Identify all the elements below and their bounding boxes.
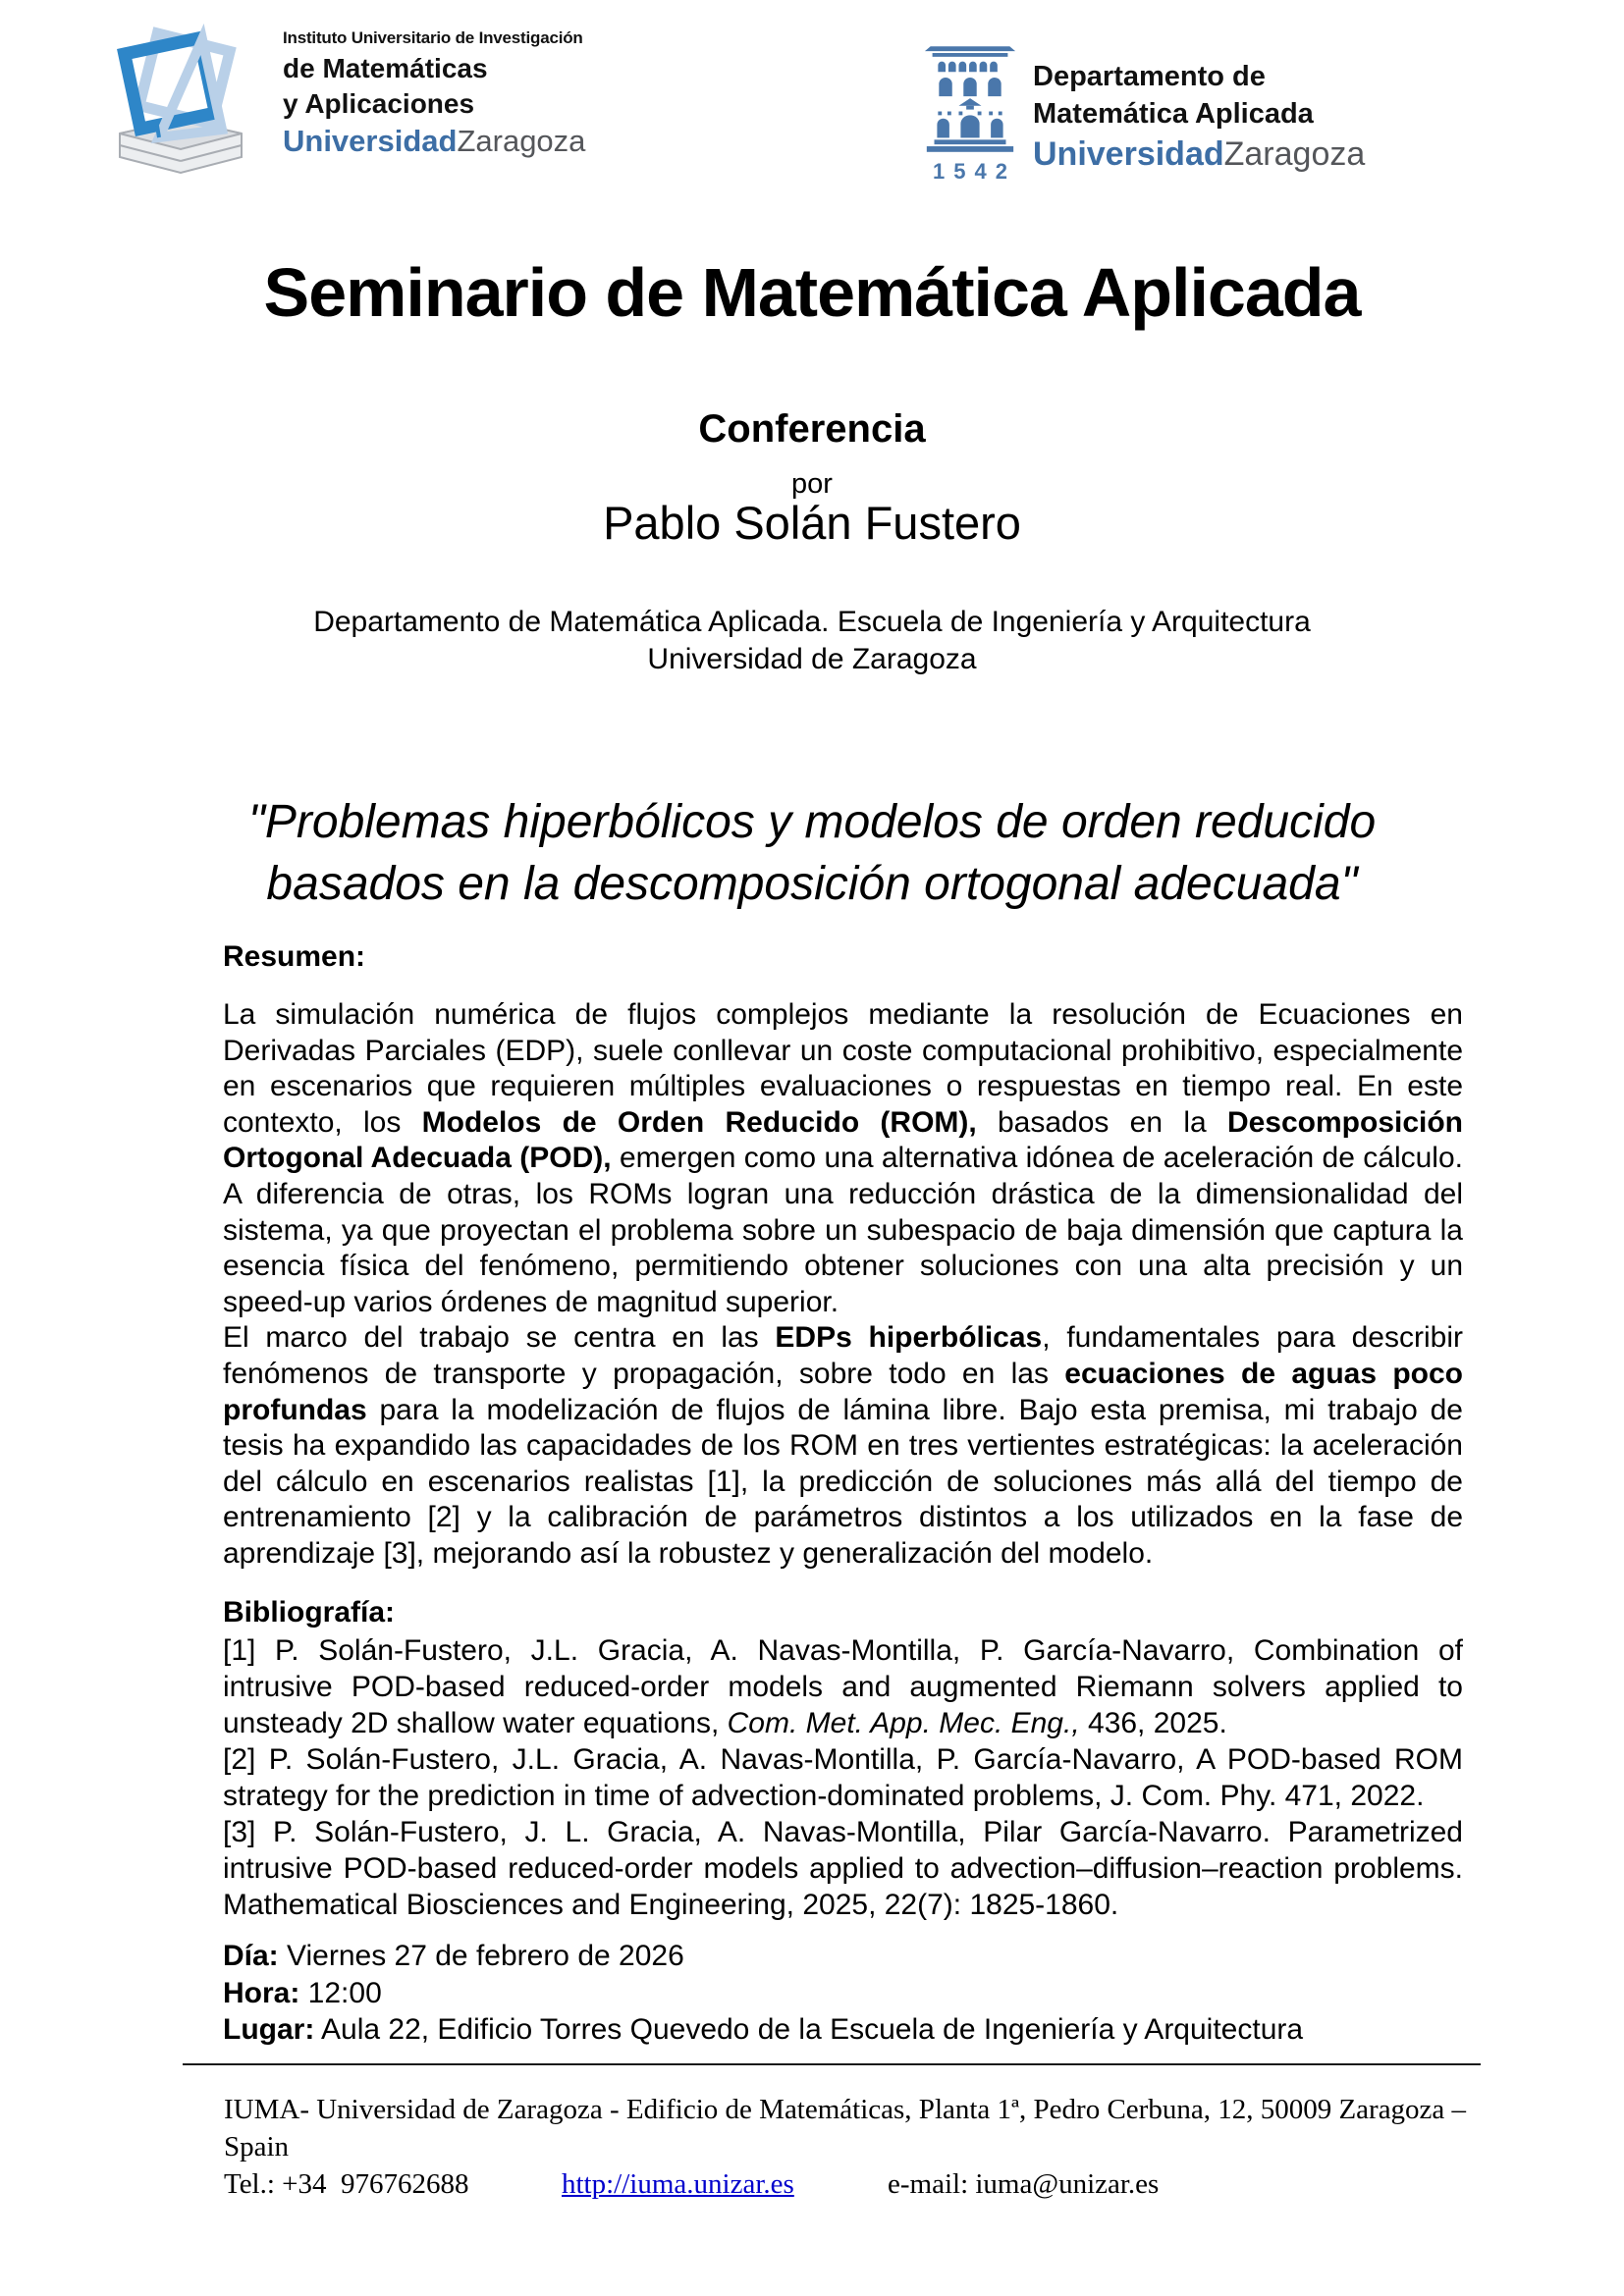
iuma-line1: Instituto Universitario de Investigación — [283, 28, 583, 47]
page-title: Seminario de Matemática Aplicada — [263, 254, 1361, 331]
unizar-wordmark-universidad: Universidad — [283, 124, 458, 158]
time-value: 12:00 — [299, 1976, 382, 2009]
time-label: Hora: — [223, 1976, 300, 2009]
talk-title — [118, 791, 1506, 915]
conference-by: por — [791, 468, 833, 500]
abstract-paragraph-2: El marco del trabajo se centra en las EDPs hiperbólicas, fundamentales para describir fenómenos de transporte y propagación, sobre todo en las ecuaciones de aguas poco profundas para la modelización de flujos de lámina libre. Bajo esta premisa, mi trabajo de tesis ha expandido las capacidades de los ROM en tres vertientes estratégicas: la aceleración del cálculo en escenarios realistas [1], la predicción de soluciones más allá del tiempo de entrenamiento [2] y la calibración de parámetros distintos a los utilizados en la fase de aprendizaje [3], mejorando así la robustez y generalización del modelo. — [223, 1321, 1464, 1570]
event-details — [223, 1938, 1463, 2049]
place-label: Lugar: — [223, 2013, 315, 2046]
footer — [224, 2091, 1481, 2203]
bibliography-ref-1: [1] P. Solán-Fustero, J.L. Gracia, A. Navas-Montilla, P. García-Navarro, Combination of intrusive POD-based reduced-order models and augmented Riemann solvers applied to unsteady 2D shallow water equations, Com. Met. App. Mec. Eng., 436, 2025. — [223, 1634, 1463, 1739]
department-logo-text — [1033, 63, 1365, 171]
speaker-name: Pablo Solán Fustero — [603, 497, 1021, 549]
footer-divider — [183, 2063, 1481, 2065]
unizar-wordmark-left — [283, 126, 585, 156]
iuma-logo-text — [283, 29, 585, 156]
footer-website-link[interactable]: http://iuma.unizar.es — [562, 2168, 794, 2200]
unizar-wordmark-universidad: Universidad — [1033, 135, 1224, 173]
iuma-line3: y Aplicaciones — [283, 88, 475, 119]
bibliography-body — [223, 1632, 1463, 1923]
day-value: Viernes 27 de febrero de 2026 — [278, 1940, 684, 1972]
place-value: Aula 22, Edificio Torres Quevedo de la Escuela de Ingeniería y Arquitectura — [314, 2013, 1304, 2046]
day-label: Día: — [223, 1940, 279, 1972]
abstract-heading: Resumen: — [223, 940, 366, 973]
footer-email: e-mail: iuma@unizar.es — [888, 2168, 1160, 2200]
bibliography-ref-2: [2] P. Solán-Fustero, J.L. Gracia, A. Navas-Montilla, P. García-Navarro, A POD-based ROM strategy for the prediction in time of advection-dominated problems, J. Com. Phy. 471, 2022. — [223, 1743, 1463, 1812]
unizar-wordmark-zaragoza: Zaragoza — [1223, 135, 1366, 173]
speaker-affiliation-line1: Departamento de Matemática Aplicada. Escuela de Ingeniería y Arquitectura — [313, 606, 1311, 638]
bibliography-heading: Bibliografía: — [223, 1596, 396, 1629]
unizar-wordmark-zaragoza: Zaragoza — [457, 124, 586, 158]
footer-address: IUMA- Universidad de Zaragoza - Edificio de Matemáticas, Planta 1ª, Pedro Cerbuna, 12, 50009 Zaragoza – Spain — [224, 2094, 1467, 2163]
talk-title-line2: basados en la descomposición ortogonal adecuada" — [266, 858, 1358, 910]
footer-phone: Tel.: +34 976762688 — [224, 2168, 469, 2200]
unizar-wordmark-right — [1033, 137, 1365, 171]
talk-title-line1: "Problemas hiperbólicos y modelos de orden reducido — [247, 796, 1377, 848]
iuma-sculpture-logo-icon — [96, 24, 265, 188]
abstract-body — [223, 997, 1463, 1573]
department-line1: Departamento de — [1033, 61, 1266, 92]
bibliography-ref-3: [3] P. Solán-Fustero, J. L. Gracia, A. Navas-Montilla, Pilar García-Navarro. Parametrized intrusive POD-based reduced-order models applied to advection–diffusion–reaction problems. Mathematical Biosciences and Engineering, 2025, 22(7): 1825-1860. — [223, 1816, 1463, 1921]
event-time-row — [223, 1975, 1463, 2012]
founding-year: 1542 — [933, 159, 1016, 184]
conference-label: Conferencia — [698, 407, 926, 451]
footer-contact-row — [224, 2165, 1481, 2203]
paraninfo-building-icon — [923, 45, 1017, 155]
department-line2: Matemática Aplicada — [1033, 98, 1314, 130]
event-day-row — [223, 1938, 1463, 1975]
abstract-paragraph-1: La simulación numérica de flujos complejos mediante la resolución de Ecuaciones en Derivadas Parciales (EDP), suele conllevar un coste computacional prohibitivo, especialmente en escenarios que requieren múltiples evaluaciones o respuestas en tiempo real. En este contexto, los Modelos de Orden Reducido (ROM), basados en la Descomposición Ortogonal Adecuada (POD), emergen como una alternativa idónea de aceleración de cálculo. A diferencia de otras, los ROMs logran una reducción drástica de la dimensionalidad del sistema, ya que proyectan el problema sobre un subespacio de baja dimensión que captura la esencia física del fenómeno, permitiendo obtener soluciones con una alta precisión y un speed-up varios órdenes de magnitud superior. — [223, 998, 1464, 1318]
speaker-affiliation-line2: Universidad de Zaragoza — [647, 643, 977, 675]
iuma-line2: de Matemáticas — [283, 53, 488, 83]
event-place-row — [223, 2011, 1463, 2049]
